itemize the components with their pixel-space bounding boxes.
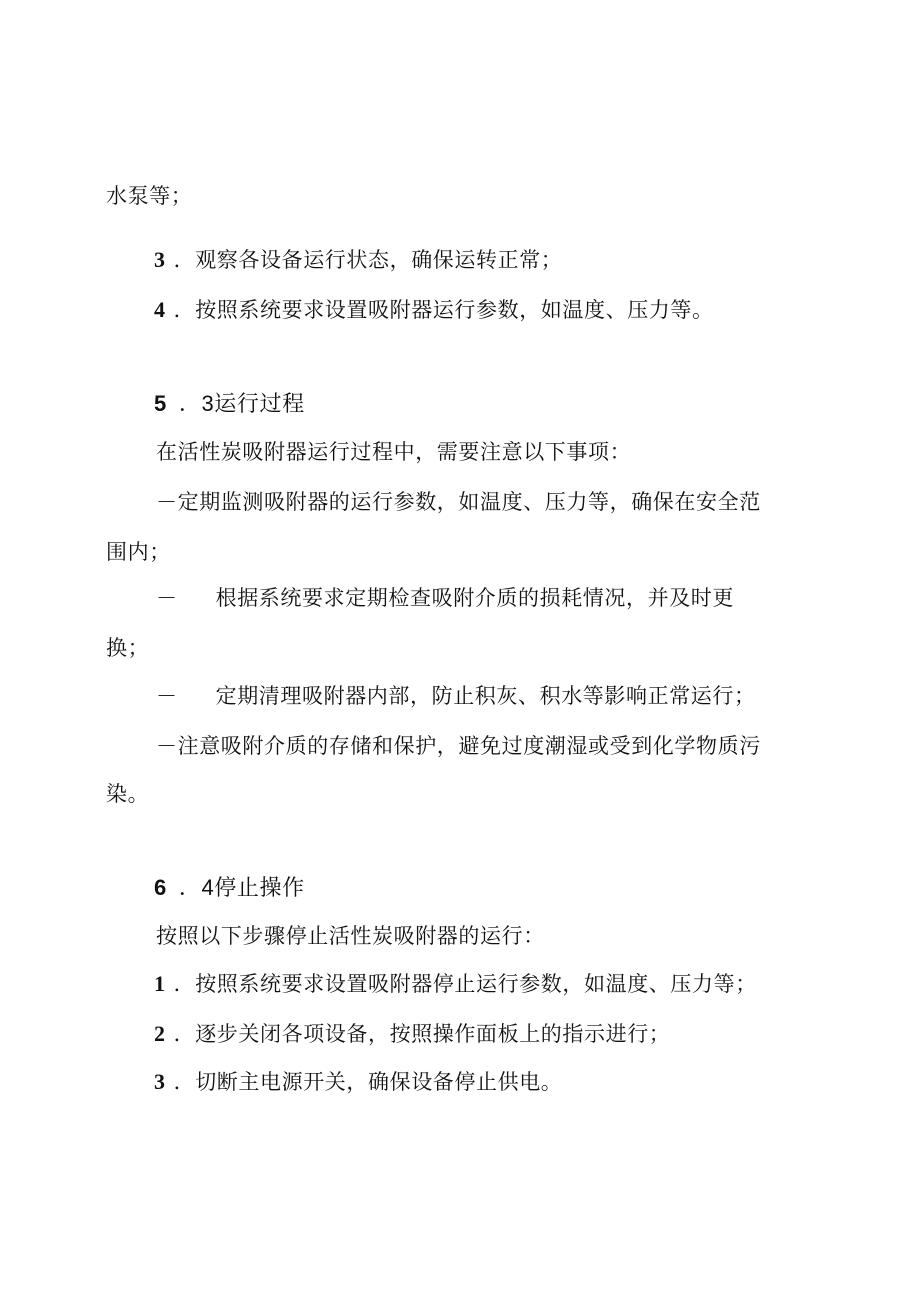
bullet-text: 围内； — [106, 540, 171, 564]
startup-step-4 — [154, 296, 714, 324]
continuation-text: 水泵等； — [106, 184, 193, 208]
step-number: 4 — [154, 297, 166, 322]
bullet-dash: － — [156, 684, 178, 708]
section-title: ．3运行过程 — [178, 391, 305, 416]
bullet-text: －定期监测吸附器的运行参数，如温度、压力等，确保在安全范 — [156, 490, 761, 514]
bullet-text: －注意吸附介质的存储和保护，避免过度潮湿或受到化学物质污 — [156, 734, 761, 758]
intro-text: 按照以下步骤停止活性炭吸附器的运行： — [156, 924, 545, 948]
startup-step-3 — [154, 246, 562, 274]
intro-text: 在活性炭吸附器运行过程中，需要注意以下事项： — [156, 440, 632, 464]
continuation-line — [106, 182, 192, 210]
bullet-text: 定期清理吸附器内部，防止积灰、积水等影响正常运行； — [215, 684, 756, 708]
bullet-item-1-line-2 — [106, 538, 171, 566]
step-text: ．切断主电源开关，确保设备停止供电。 — [173, 1070, 563, 1094]
section-title: ．4停止操作 — [178, 875, 305, 900]
bullet-item-1-line-1 — [156, 488, 761, 516]
bullet-item-4-line-1 — [156, 732, 761, 760]
section-number: 5 — [154, 391, 167, 416]
step-number: 2 — [154, 1021, 166, 1046]
step-text: ．按照系统要求设置吸附器停止运行参数，如温度、压力等； — [173, 972, 757, 996]
section-5-3-intro — [156, 438, 631, 466]
bullet-item-4-line-2 — [106, 780, 149, 808]
bullet-item-2-line-1 — [156, 584, 734, 612]
section-heading-5-3 — [154, 390, 305, 418]
bullet-dash: － — [156, 586, 178, 610]
stop-step-1 — [154, 970, 757, 998]
stop-step-2 — [154, 1020, 670, 1048]
bullet-item-3 — [156, 682, 756, 710]
step-number: 3 — [154, 247, 166, 272]
section-heading-6-4 — [154, 874, 305, 902]
step-number: 1 — [154, 971, 166, 996]
bullet-text: 根据系统要求定期检查吸附介质的损耗情况，并及时更 — [215, 586, 735, 610]
bullet-item-2-line-2 — [106, 634, 149, 662]
step-text: ．逐步关闭各项设备，按照操作面板上的指示进行； — [173, 1022, 671, 1046]
bullet-text: 染。 — [106, 782, 150, 806]
section-number: 6 — [154, 875, 167, 900]
section-6-4-intro — [156, 922, 545, 950]
step-number: 3 — [154, 1069, 166, 1094]
bullet-text: 换； — [106, 636, 150, 660]
step-text: ．按照系统要求设置吸附器运行参数，如温度、压力等。 — [173, 298, 714, 322]
step-text: ．观察各设备运行状态，确保运转正常； — [173, 248, 563, 272]
stop-step-3 — [154, 1068, 562, 1096]
